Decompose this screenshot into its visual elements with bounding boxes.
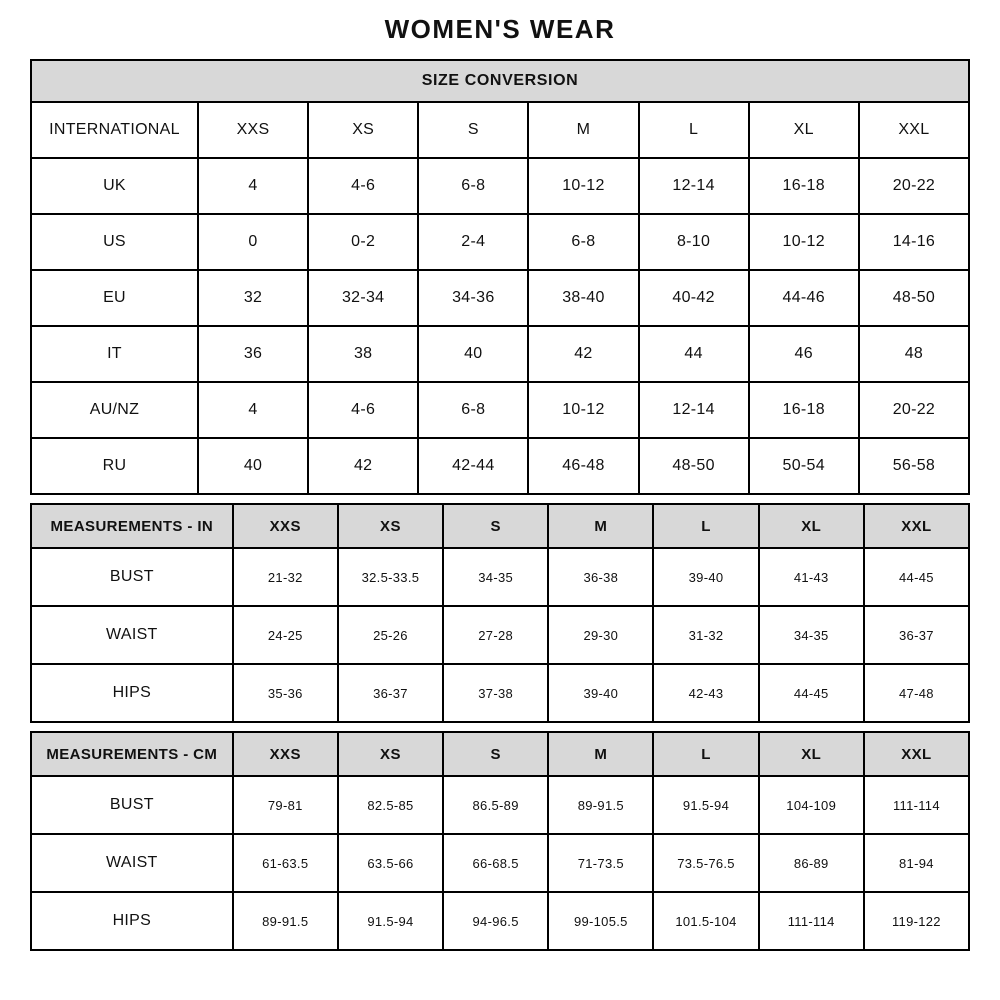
size-value-cell: 10-12 bbox=[528, 382, 638, 438]
measurement-value-cell: 119-122 bbox=[864, 892, 969, 950]
measurement-value-cell: 99-105.5 bbox=[548, 892, 653, 950]
measurement-value-cell: 89-91.5 bbox=[233, 892, 338, 950]
measurement-value-cell: 111-114 bbox=[759, 892, 864, 950]
measurement-value-cell: 101.5-104 bbox=[653, 892, 758, 950]
measurement-value-cell: 66-68.5 bbox=[443, 834, 548, 892]
measurement-value-cell: 25-26 bbox=[338, 606, 443, 664]
size-value-cell: 20-22 bbox=[859, 158, 969, 214]
size-conversion-columns-row bbox=[31, 102, 969, 158]
size-column-header: XXS bbox=[233, 504, 338, 548]
size-value-cell: 20-22 bbox=[859, 382, 969, 438]
measurement-value-cell: 37-38 bbox=[443, 664, 548, 722]
row-label: AU/NZ bbox=[31, 382, 198, 438]
size-value-cell: 4 bbox=[198, 158, 308, 214]
row-label: BUST bbox=[31, 776, 233, 834]
size-column-header: S bbox=[418, 102, 528, 158]
size-value-cell: 6-8 bbox=[418, 158, 528, 214]
measurement-value-cell: 39-40 bbox=[548, 664, 653, 722]
size-value-cell: 14-16 bbox=[859, 214, 969, 270]
size-value-cell: 32-34 bbox=[308, 270, 418, 326]
measurement-value-cell: 91.5-94 bbox=[653, 776, 758, 834]
measurement-value-cell: 36-37 bbox=[338, 664, 443, 722]
measurement-value-cell: 31-32 bbox=[653, 606, 758, 664]
table-row bbox=[31, 438, 969, 494]
measurement-value-cell: 79-81 bbox=[233, 776, 338, 834]
table-row bbox=[31, 326, 969, 382]
measurement-value-cell: 61-63.5 bbox=[233, 834, 338, 892]
size-column-header: XXL bbox=[864, 732, 969, 776]
measurement-value-cell: 86.5-89 bbox=[443, 776, 548, 834]
row-label: BUST bbox=[31, 548, 233, 606]
size-value-cell: 32 bbox=[198, 270, 308, 326]
measurement-value-cell: 73.5-76.5 bbox=[653, 834, 758, 892]
size-value-cell: 44 bbox=[639, 326, 749, 382]
row-label: WAIST bbox=[31, 606, 233, 664]
size-value-cell: 4 bbox=[198, 382, 308, 438]
measurements-header: MEASUREMENTS - CM bbox=[31, 732, 233, 776]
size-column-header: M bbox=[528, 102, 638, 158]
size-value-cell: 48-50 bbox=[639, 438, 749, 494]
size-column-header: S bbox=[443, 504, 548, 548]
size-value-cell: 12-14 bbox=[639, 158, 749, 214]
size-value-cell: 12-14 bbox=[639, 382, 749, 438]
size-value-cell: 0-2 bbox=[308, 214, 418, 270]
size-value-cell: 40 bbox=[418, 326, 528, 382]
measurement-value-cell: 24-25 bbox=[233, 606, 338, 664]
table-row bbox=[31, 892, 969, 950]
table-row bbox=[31, 158, 969, 214]
row-label: EU bbox=[31, 270, 198, 326]
size-value-cell: 6-8 bbox=[418, 382, 528, 438]
measurement-value-cell: 104-109 bbox=[759, 776, 864, 834]
size-column-header: XXL bbox=[864, 504, 969, 548]
measurement-value-cell: 47-48 bbox=[864, 664, 969, 722]
size-value-cell: 0 bbox=[198, 214, 308, 270]
table-row bbox=[31, 214, 969, 270]
size-conversion-banner-row bbox=[31, 60, 969, 102]
measurements-cm-table bbox=[30, 731, 970, 951]
size-column-header: XL bbox=[759, 504, 864, 548]
size-value-cell: 2-4 bbox=[418, 214, 528, 270]
size-column-header: M bbox=[548, 504, 653, 548]
row-label: HIPS bbox=[31, 892, 233, 950]
size-column-header: XS bbox=[338, 504, 443, 548]
measurement-value-cell: 32.5-33.5 bbox=[338, 548, 443, 606]
measurement-value-cell: 81-94 bbox=[864, 834, 969, 892]
size-conversion-header: SIZE CONVERSION bbox=[31, 60, 969, 102]
measurements-header: MEASUREMENTS - IN bbox=[31, 504, 233, 548]
measurement-value-cell: 111-114 bbox=[864, 776, 969, 834]
size-value-cell: 6-8 bbox=[528, 214, 638, 270]
size-value-cell: 44-46 bbox=[749, 270, 859, 326]
size-value-cell: 40-42 bbox=[639, 270, 749, 326]
measurement-value-cell: 94-96.5 bbox=[443, 892, 548, 950]
measurement-value-cell: 29-30 bbox=[548, 606, 653, 664]
size-value-cell: 8-10 bbox=[639, 214, 749, 270]
size-column-header: XS bbox=[338, 732, 443, 776]
measurement-value-cell: 82.5-85 bbox=[338, 776, 443, 834]
size-value-cell: 10-12 bbox=[528, 158, 638, 214]
row-label: RU bbox=[31, 438, 198, 494]
measurement-value-cell: 44-45 bbox=[759, 664, 864, 722]
size-column-header: XL bbox=[759, 732, 864, 776]
row-label: UK bbox=[31, 158, 198, 214]
measurement-value-cell: 34-35 bbox=[443, 548, 548, 606]
row-label: HIPS bbox=[31, 664, 233, 722]
size-value-cell: 36 bbox=[198, 326, 308, 382]
table-row bbox=[31, 606, 969, 664]
row-label: WAIST bbox=[31, 834, 233, 892]
measurements-in-header-row bbox=[31, 504, 969, 548]
measurement-value-cell: 42-43 bbox=[653, 664, 758, 722]
size-value-cell: 16-18 bbox=[749, 382, 859, 438]
table-row bbox=[31, 776, 969, 834]
size-value-cell: 56-58 bbox=[859, 438, 969, 494]
size-value-cell: 38 bbox=[308, 326, 418, 382]
page-title: WOMEN'S WEAR bbox=[384, 14, 616, 44]
size-value-cell: 42 bbox=[308, 438, 418, 494]
measurements-cm-header-row bbox=[31, 732, 969, 776]
measurement-value-cell: 41-43 bbox=[759, 548, 864, 606]
size-value-cell: 46 bbox=[749, 326, 859, 382]
size-column-header: XS bbox=[308, 102, 418, 158]
size-column-header: L bbox=[653, 732, 758, 776]
size-value-cell: 40 bbox=[198, 438, 308, 494]
size-column-header: M bbox=[548, 732, 653, 776]
size-value-cell: 46-48 bbox=[528, 438, 638, 494]
size-column-header: XXL bbox=[859, 102, 969, 158]
measurement-value-cell: 35-36 bbox=[233, 664, 338, 722]
table-row bbox=[31, 548, 969, 606]
size-value-cell: 10-12 bbox=[749, 214, 859, 270]
table-row bbox=[31, 270, 969, 326]
measurement-value-cell: 34-35 bbox=[759, 606, 864, 664]
size-value-cell: 42 bbox=[528, 326, 638, 382]
measurement-value-cell: 63.5-66 bbox=[338, 834, 443, 892]
measurement-value-cell: 91.5-94 bbox=[338, 892, 443, 950]
measurement-value-cell: 21-32 bbox=[233, 548, 338, 606]
measurement-value-cell: 36-38 bbox=[548, 548, 653, 606]
size-column-header: L bbox=[653, 504, 758, 548]
measurement-value-cell: 44-45 bbox=[864, 548, 969, 606]
table-row bbox=[31, 834, 969, 892]
measurement-value-cell: 39-40 bbox=[653, 548, 758, 606]
table-row bbox=[31, 382, 969, 438]
size-value-cell: 48-50 bbox=[859, 270, 969, 326]
size-value-cell: 38-40 bbox=[528, 270, 638, 326]
measurement-value-cell: 27-28 bbox=[443, 606, 548, 664]
table-row bbox=[31, 664, 969, 722]
measurement-value-cell: 71-73.5 bbox=[548, 834, 653, 892]
size-column-header: XL bbox=[749, 102, 859, 158]
measurements-in-table bbox=[30, 503, 970, 723]
size-conversion-table bbox=[30, 59, 970, 495]
row-label: US bbox=[31, 214, 198, 270]
size-column-header: XXS bbox=[198, 102, 308, 158]
size-value-cell: 50-54 bbox=[749, 438, 859, 494]
size-value-cell: 16-18 bbox=[749, 158, 859, 214]
size-value-cell: 34-36 bbox=[418, 270, 528, 326]
size-column-header: S bbox=[443, 732, 548, 776]
size-value-cell: 48 bbox=[859, 326, 969, 382]
size-value-cell: 42-44 bbox=[418, 438, 528, 494]
measurement-value-cell: 89-91.5 bbox=[548, 776, 653, 834]
region-column-header: INTERNATIONAL bbox=[31, 102, 198, 158]
size-column-header: XXS bbox=[233, 732, 338, 776]
measurement-value-cell: 86-89 bbox=[759, 834, 864, 892]
measurement-value-cell: 36-37 bbox=[864, 606, 969, 664]
row-label: IT bbox=[31, 326, 198, 382]
size-column-header: L bbox=[639, 102, 749, 158]
size-value-cell: 4-6 bbox=[308, 382, 418, 438]
size-value-cell: 4-6 bbox=[308, 158, 418, 214]
